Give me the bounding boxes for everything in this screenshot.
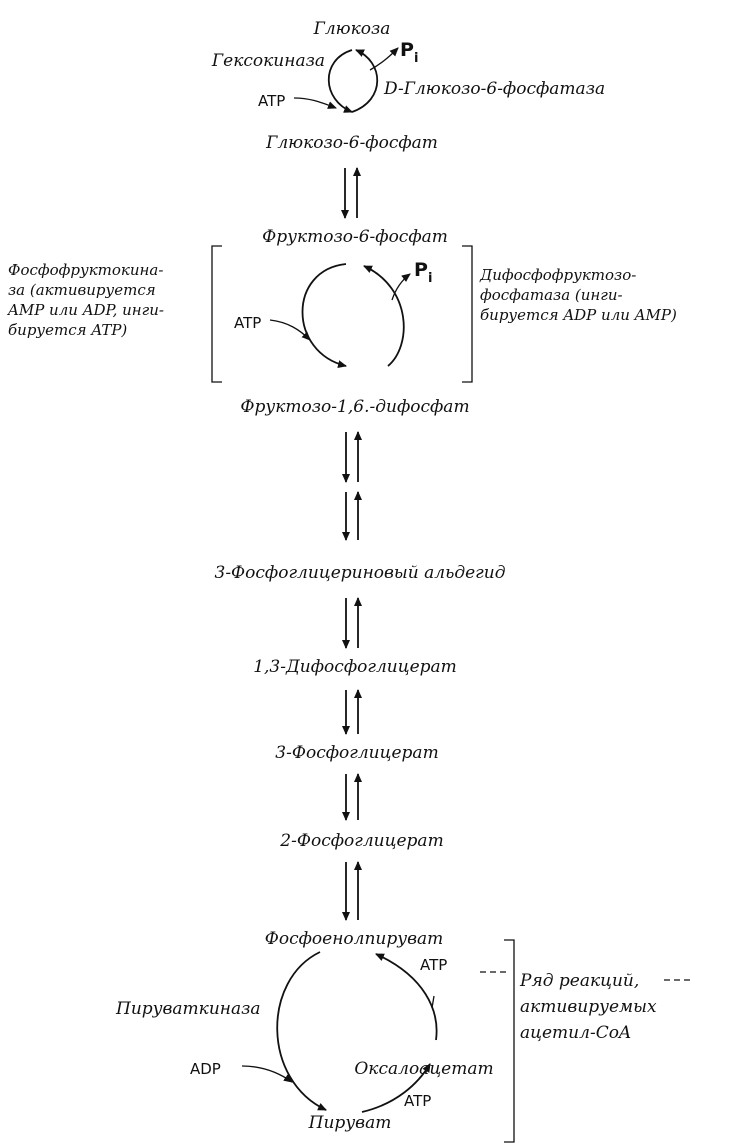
g6pase-arrow	[352, 50, 377, 112]
eq-arrow-bpg-3pg	[346, 690, 358, 734]
pi-subscript-mid: i	[427, 271, 433, 286]
acetylcoa-label	[519, 971, 690, 1043]
eq-arrow-fbp-g3p-1	[346, 432, 358, 482]
acetylcoa-line-2: активируемых	[520, 997, 657, 1017]
acetylcoa-line-1: Ряд реакций,	[520, 971, 640, 991]
fbpase-line-2: фосфатаза (инги-	[480, 286, 623, 304]
node-pg2: 2-Фосфоглицерат	[280, 831, 444, 851]
node-fbp: Фруктозо-1,6.-дифосфат	[240, 397, 470, 417]
pfk-line-4: бируется ATP)	[8, 321, 128, 339]
enzyme-pyruvate-kinase: Пируваткиназа	[116, 999, 261, 1019]
eq-arrow-g6p-f6p	[345, 168, 357, 218]
pfk-arrow	[303, 264, 347, 366]
atp-input-arrow-top	[294, 98, 336, 108]
pyruvate-kinase-arrow	[277, 952, 326, 1110]
acetylcoa-line-3: ацетил-CoA	[520, 1023, 632, 1043]
pfk-line-2: за (активируется	[8, 281, 156, 299]
pfk-line-3: AMP или ADP, инги-	[8, 301, 164, 319]
atp-pepck-tick	[432, 996, 434, 1008]
eq-arrow-2pg-pep	[346, 862, 358, 920]
enzyme-hexokinase: Гексокиназа	[211, 51, 325, 71]
fbpase-line-1: Дифосфофруктозо-	[480, 266, 637, 284]
node-pyruvate: Пируват	[308, 1113, 392, 1133]
node-bpg13: 1,3-Дифосфоглицерат	[253, 657, 457, 677]
node-pep: Фосфоенолпируват	[264, 929, 444, 949]
node-g3p: 3-Фосфоглицериновый альдегид	[214, 563, 506, 583]
atp-label-pfk: ATP	[234, 314, 262, 332]
adp-label: ADP	[190, 1060, 221, 1078]
eq-arrow-g3p-bpg	[346, 598, 358, 648]
eq-arrow-fbp-g3p-2	[346, 492, 358, 540]
enzyme-g6pase: D-Глюкозо-6-фосфатаза	[384, 79, 606, 99]
fbpase-arrow	[364, 266, 404, 366]
node-g6p: Глюкозо-6-фосфат	[266, 133, 438, 153]
fbpase-bracket	[462, 246, 472, 382]
node-oxaloacetate: Оксалоацетат	[354, 1059, 494, 1079]
pi-release-arrow	[370, 48, 398, 70]
node-glucose: Глюкоза	[313, 19, 391, 39]
acetylcoa-bracket	[504, 940, 514, 1142]
atp-label-bottom: ATP	[404, 1092, 432, 1110]
pi-label-mid: $P_i$	[414, 259, 433, 286]
adp-input-arrow	[242, 1066, 292, 1082]
pfk-line-1: Фосфофруктокина-	[8, 261, 164, 279]
atp-label-top: ATP	[258, 92, 286, 110]
pfk-bracket	[212, 246, 222, 382]
hexokinase-arrow	[329, 50, 352, 112]
node-f6p: Фруктозо-6-фосфат	[262, 227, 448, 247]
node-pg3: 3-Фосфоглицерат	[275, 743, 439, 763]
pi-label-top: $P_i$	[400, 39, 419, 66]
fbpase-label	[479, 266, 677, 324]
pi-subscript-top: i	[413, 51, 419, 66]
pi-release-arrow-mid	[392, 274, 410, 300]
atp-label-pepck: ATP	[420, 956, 448, 974]
fbpase-line-3: бируется ADP или AMP)	[480, 306, 677, 324]
pfk-label	[6, 261, 164, 339]
eq-arrow-3pg-2pg	[346, 774, 358, 820]
